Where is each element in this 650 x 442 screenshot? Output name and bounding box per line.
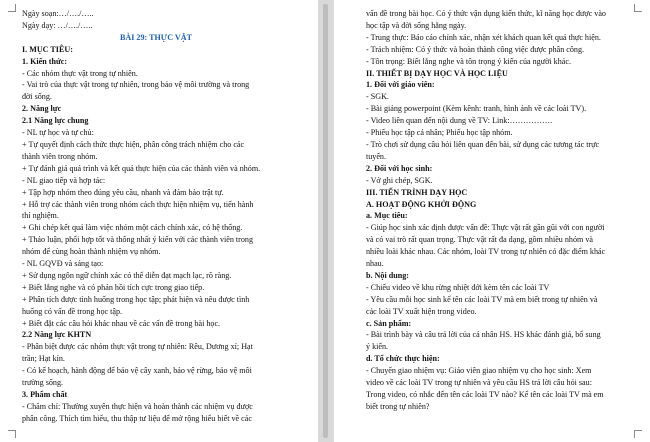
- text-line: - Bài trình bày và câu trả lời của cá nhân HS. HS khác đánh giá, bổ sung: [366, 330, 601, 340]
- text-line: - Chiếu video về khu rừng nhiệt đới kèm tên các loài TV: [366, 282, 550, 292]
- text-line: video về các loài TV trong tự nhiên và yêu cầu HS trả lời câu hỏi sau:: [366, 378, 592, 388]
- crop-mark: [8, 430, 16, 438]
- text-line: tuyến.: [366, 151, 387, 161]
- text-line: - Các nhóm thực vật trong tự nhiên.: [22, 68, 138, 78]
- section-heading: I. MỤC TIÊU:: [22, 44, 73, 54]
- right-page-text: [366, 8, 632, 413]
- text-line: - Phiếu học tập cá nhân; Phiếu học tập nhóm.: [366, 128, 513, 138]
- crop-mark: [8, 4, 16, 12]
- text-line: thành viên trong nhóm.: [22, 151, 98, 161]
- text-line: + Phân tích được tình huống trong học tập; phát hiện và nêu được tình: [22, 294, 250, 304]
- text-line: - Chuyển giao nhiệm vụ: Giáo viên giao nhiệm vụ cho học sinh: Xem: [366, 366, 592, 376]
- text-line: + Biết lắng nghe và có phản hồi tích cực trong giao tiếp.: [22, 282, 205, 292]
- section-heading: 3. Phẩm chất: [22, 390, 68, 399]
- text-line: - Bài giảng powerpoint (Kèm kênh: tranh, hình ảnh về các loài TV).: [366, 104, 587, 114]
- text-line: + Tự đánh giá quá trình và kết quả thực hiện của các thành viên và nhóm.: [22, 163, 261, 173]
- text-line: - Yêu cầu mỗi học sinh kể tên các loài TV mà em biết trong tự nhiên và: [366, 294, 598, 304]
- text-line: và có vai trò rất quan trọng. Thực vật rất đa dạng, gồm nhiều nhóm và: [366, 235, 593, 245]
- text-line: vấn đề trong bài học. Có ý thức vận dụng kiến thức, kĩ năng học được vào: [366, 9, 606, 18]
- section-heading: 1. Kiến thức:: [22, 56, 68, 66]
- section-heading: d. Tổ chức thực hiện:: [366, 354, 440, 364]
- section-heading: 2.1 Năng lực chung: [22, 116, 89, 126]
- text-line: - Chăm chỉ: Thường xuyên thực hiện và hoàn thành các nhiệm vụ được: [22, 401, 253, 411]
- section-heading: 1. Đối với giáo viên:: [366, 80, 435, 90]
- text-line: - Vở ghi chép, SGK.: [366, 175, 433, 185]
- text-line: thí nghiệm.: [22, 211, 59, 221]
- crop-mark: [634, 430, 642, 438]
- text-line: Trong video, có nhắc đến tên các loài TV nào? Kể tên các loài TV mà em: [366, 390, 604, 399]
- section-heading: a. Mục tiêu:: [366, 211, 408, 221]
- section-heading: II. THIẾT BỊ DẠY HỌC VÀ HỌC LIỆU: [366, 68, 508, 78]
- text-line: đời sống.: [22, 92, 52, 102]
- section-heading: b. Nội dung:: [366, 270, 409, 280]
- text-line: - Vai trò của thực vật trong tự nhiên, trong bảo vệ môi trường và trong: [22, 80, 250, 90]
- section-heading: 2.2 Năng lực KHTN: [22, 330, 92, 340]
- lesson-title: BÀI 29: THỰC VẬT: [119, 32, 193, 42]
- text-line: + Tự quyết định cách thức thực hiện, phân công trách nhiệm cho các: [22, 139, 245, 149]
- text-line: - Có kế hoạch, hành động để bảo vệ cây xanh, bảo vệ rừng, bảo vệ môi: [22, 366, 252, 376]
- text-line: + Thảo luận, phối hợp tốt và thống nhất ý kiến với các thành viên trong: [22, 235, 254, 245]
- text-line: - Phân biệt được các nhóm thực vật trong tự nhiên: Rêu, Dương xỉ; Hạt: [22, 342, 253, 352]
- section-heading: 2. Đối với học sinh:: [366, 163, 433, 173]
- text-line: - Trò chơi sử dụng câu hỏi liên quan đến bài, sử dụng các tương tác trực: [366, 139, 600, 149]
- section-heading: 2. Năng lực: [22, 104, 62, 114]
- vertical-scrollbar[interactable]: [323, 4, 328, 438]
- section-heading: c. Sản phẩm:: [366, 318, 412, 328]
- text-line: Ngày soạn:…/…./…..: [22, 9, 94, 18]
- text-line: - Trung thực: Báo cáo chính xác, nhận xét khách quan kết quả thực hiện.: [366, 32, 601, 42]
- text-line: nhóm để cùng hoàn thành nhiệm vụ nhóm.: [22, 247, 161, 257]
- text-line: - NL GQVĐ và sáng tạo:: [22, 259, 104, 269]
- text-line: - Trách nhiệm: Có ý thức và hoàn thành công việc được phân công.: [366, 44, 585, 54]
- crop-mark: [634, 4, 642, 12]
- text-line: - SGK.: [366, 92, 389, 102]
- text-line: - Tôn trọng: Biết lắng nghe và tôn trọng ý kiến của người khác.: [366, 56, 571, 66]
- text-line: trường sống.: [22, 378, 64, 388]
- text-line: - NL giao tiếp và hợp tác:: [22, 175, 106, 185]
- text-line: + Ghi chép kết quả làm việc nhóm một cách chính xác, có hệ thống.: [22, 223, 243, 233]
- text-line: + Biết đặt các câu hỏi khác nhau về các vấn đề trong bài học.: [22, 318, 221, 328]
- section-heading: III. TIẾN TRÌNH DẠY HỌC: [366, 187, 468, 197]
- text-line: các loài TV xuất hiện trong video.: [366, 306, 477, 316]
- text-line: phân công. Thích tìm hiểu, thu thập tư liệu để mở rộng hiểu biết về các: [22, 413, 252, 423]
- document-page-right: [334, 0, 650, 442]
- text-line: biết trong tự nhiên?: [366, 401, 430, 411]
- section-heading: A. HOẠT ĐỘNG KHỞI ĐỘNG: [366, 199, 477, 209]
- text-line: + Hỗ trợ các thành viên trong nhóm cách thực hiện nhiệm vụ, tiến hành: [22, 199, 254, 209]
- text-line: trần; Hạt kín.: [22, 354, 65, 364]
- text-line: học tập và đời sống hằng ngày.: [366, 20, 467, 30]
- document-page-left: [0, 0, 318, 442]
- text-line: huống có vấn đề trong học tập.: [22, 306, 123, 316]
- text-line: ý kiến.: [366, 342, 389, 352]
- text-line: Ngày dạy: …/…./…..: [22, 20, 93, 30]
- text-line: - Video liên quan đến nội dung về TV: Link:…………….: [366, 116, 553, 126]
- text-line: + Tập hợp nhóm theo đúng yêu cầu, nhanh và đảm bảo trật tự.: [22, 187, 224, 197]
- left-page-text: [22, 8, 290, 425]
- text-line: - Giúp học sinh xác định được vấn đề: Thực vật rất gần gũi với con người: [366, 223, 605, 233]
- text-line: nhau.: [366, 259, 384, 269]
- text-line: + Sử dụng ngôn ngữ chính xác có thể diễn đạt mạch lạc, rõ ràng.: [22, 270, 232, 280]
- text-line: nhiều loài khác nhau. Các nhóm, loài TV trong tự nhiên có đặc điểm khác: [366, 247, 606, 257]
- text-line: - NL tự học và tự chủ:: [22, 128, 94, 138]
